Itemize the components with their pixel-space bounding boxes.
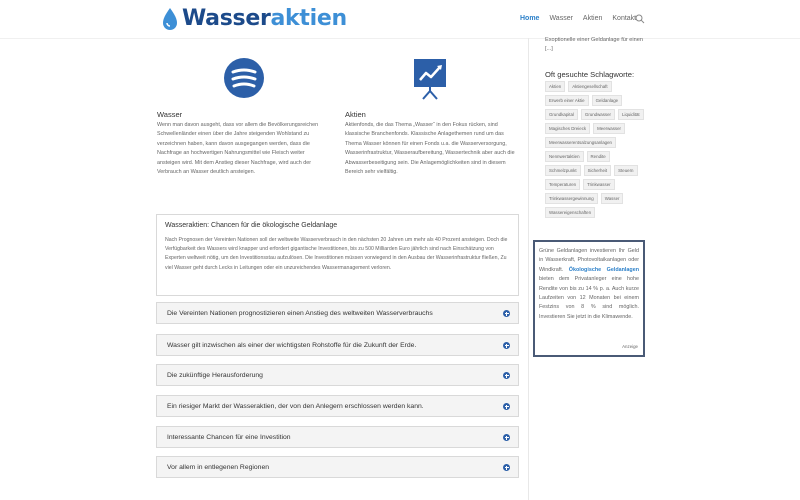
tag[interactable]: Wassereigenschaften [545, 207, 595, 218]
nav-wasser[interactable]: Wasser [549, 15, 573, 22]
expand-plus-icon[interactable] [503, 372, 510, 379]
sidebar-ad [533, 240, 645, 357]
tag[interactable]: Grundkapital [545, 109, 578, 120]
accordion-item[interactable] [156, 302, 519, 324]
expand-plus-icon[interactable] [503, 434, 510, 441]
accordion-item[interactable] [156, 364, 519, 386]
ad-text: Grüne Geldanlagen investieren Ihr Geld in Wasserkraft, Photovoltaikanlagen oder Windkraft. [539, 248, 639, 273]
expand-plus-icon[interactable] [503, 342, 510, 349]
tag[interactable]: Aktien [545, 81, 565, 92]
feature-aktien [345, 110, 517, 177]
feature-text: Wenn man davon ausgeht, dass vor allem die Bevölkerungsreichen Schwellenländer einen über die Jahre steigenden Wohlstand zu verzeichnen haben, kann davon ausgegangen werden, dass die Nachfrage an hochwertigen Nahrungsmittel wie Fleisch weiter ansteigen wird. Mit dem Anstieg dieser Nachfrage, wird auch der Verbrauch an Wasser deutlich ansteigen. [157, 122, 319, 176]
accordion-title: Wasser gilt inzwischen als einer der wichtigsten Rohstoffe für die Zukunft der Erde. [167, 342, 417, 349]
chart-presentation-icon [413, 58, 447, 100]
ad-label: Anzeige [622, 343, 638, 349]
feature-wasser [157, 110, 327, 177]
feature-text: Aktienfonds, die das Thema „Wasser“ in den Fokus rücken, sind klassische Branchenfonds. Klassische Anlagethemen rund um das Thema Wasser können für einen Fonds u.a. die Wasserversorgung, Wasserinfrastruktur, Wasseraufbereitung, Wassertechnik aber auch die Abwasserbeseitigung sein. Die Anlagemöglichkeiten sind in diesem Bereich sehr vielfältig. [345, 122, 515, 176]
expand-plus-icon[interactable] [503, 403, 510, 410]
tag-cloud [545, 81, 645, 218]
intro-title: Wasseraktien: Chancen für die ökologische Geldanlage [165, 222, 338, 229]
accordion-item[interactable] [156, 456, 519, 478]
site-logo[interactable] [161, 6, 347, 32]
sidebar-divider [528, 38, 529, 500]
nav-aktien[interactable]: Aktien [582, 15, 603, 22]
sidebar-post-excerpt[interactable]: Exoptionelle einer Geldanlage für einen [...] [545, 37, 643, 52]
accordion-title: Interessante Chancen für eine Investition [167, 434, 291, 441]
tag[interactable]: Geldanlage [592, 95, 622, 106]
tag[interactable]: Sicherheit [584, 165, 612, 176]
tag[interactable]: Trinkwassergewinnung [545, 193, 598, 204]
accordion-item[interactable] [156, 395, 519, 417]
tag[interactable]: Magisches Dreieck [545, 123, 590, 134]
ad-text: bieten dem Privatanleger eine hohe Rendite von bis zu 14 % p. a. Auch kurze Laufzeiten von 12 Monaten bei einem Festzins von 8 % sind möglich. Investieren Sie jetzt in die Klimawende. [539, 276, 639, 320]
expand-plus-icon[interactable] [503, 464, 510, 471]
tag[interactable]: Wasser [601, 193, 624, 204]
accordion-title: Die Vereinten Nationen prognostizieren einen Anstieg des weltweiten Wasserverbrauchs [167, 310, 433, 317]
accordion-title: Ein riesiger Markt der Wasseraktien, der von den Anlegern erschlossen werden kann. [167, 403, 424, 410]
tag[interactable]: Liquidität [618, 109, 644, 120]
tag[interactable]: Meerwasser [593, 123, 625, 134]
water-drop-logo-icon [161, 7, 179, 31]
accordion-title: Vor allem in entlegenen Regionen [167, 464, 270, 471]
main-nav [520, 15, 646, 22]
expand-plus-icon[interactable] [503, 310, 510, 317]
tags-title: Oft gesuchte Schlagworte: [545, 70, 635, 79]
logo-text-wasser: Wasser [182, 6, 271, 31]
accordion-item[interactable] [156, 426, 519, 448]
intro-text: Nach Prognosen der Vereinten Nationen soll der weltweite Wasserverbrauch in den nächsten 20 Jahren um mehr als 40 Prozent ansteigen. Doch die Verfügbarkeit des Wassers wird knapper und erfordert gigantische Investitionen, bis zu 500 Milliarden Euro jährlich sind nach Einschätzung von Experten weltweit nötig, um den Investitionsstau aufzulösen. Die Investitionen müssen vorwiegend in den Ausbau der Wasserinfrastruktur fließen, Zu viel Wasser geht durch Lecks in Leitungen oder ein unzureichendes Wassermanagement verloren. [165, 237, 508, 271]
tag[interactable]: Schmelzpunkt [545, 165, 581, 176]
tag[interactable]: Nennwertaktien [545, 151, 584, 162]
site-header [0, 0, 800, 38]
nav-home[interactable]: Home [520, 15, 540, 22]
accordion-item[interactable] [156, 334, 519, 356]
search-icon[interactable] [635, 14, 645, 24]
ad-link[interactable]: Ökologische Geldanlagen [568, 266, 639, 273]
tag[interactable]: Aktiengesellschaft [568, 81, 611, 92]
tag[interactable]: Temperaturen [545, 179, 580, 190]
tag[interactable]: Erwerb einer Aktie [545, 95, 589, 106]
logo-text-aktien: aktien [270, 6, 347, 31]
tag[interactable]: Trinkwasser [583, 179, 615, 190]
feature-title: Aktien [345, 110, 366, 119]
intro-box [156, 214, 519, 296]
accordion-title: Die zukünftige Herausforderung [167, 372, 263, 379]
tag[interactable]: Steuern [614, 165, 637, 176]
feature-title: Wasser [157, 110, 183, 119]
tag[interactable]: Meerwasserentsalzungsanlagen [545, 137, 616, 148]
tag[interactable]: Grundwasser [581, 109, 615, 120]
water-waves-icon [224, 58, 264, 98]
nav-kontakt[interactable]: Kontakt [612, 15, 637, 22]
tag[interactable]: Rendite [587, 151, 610, 162]
